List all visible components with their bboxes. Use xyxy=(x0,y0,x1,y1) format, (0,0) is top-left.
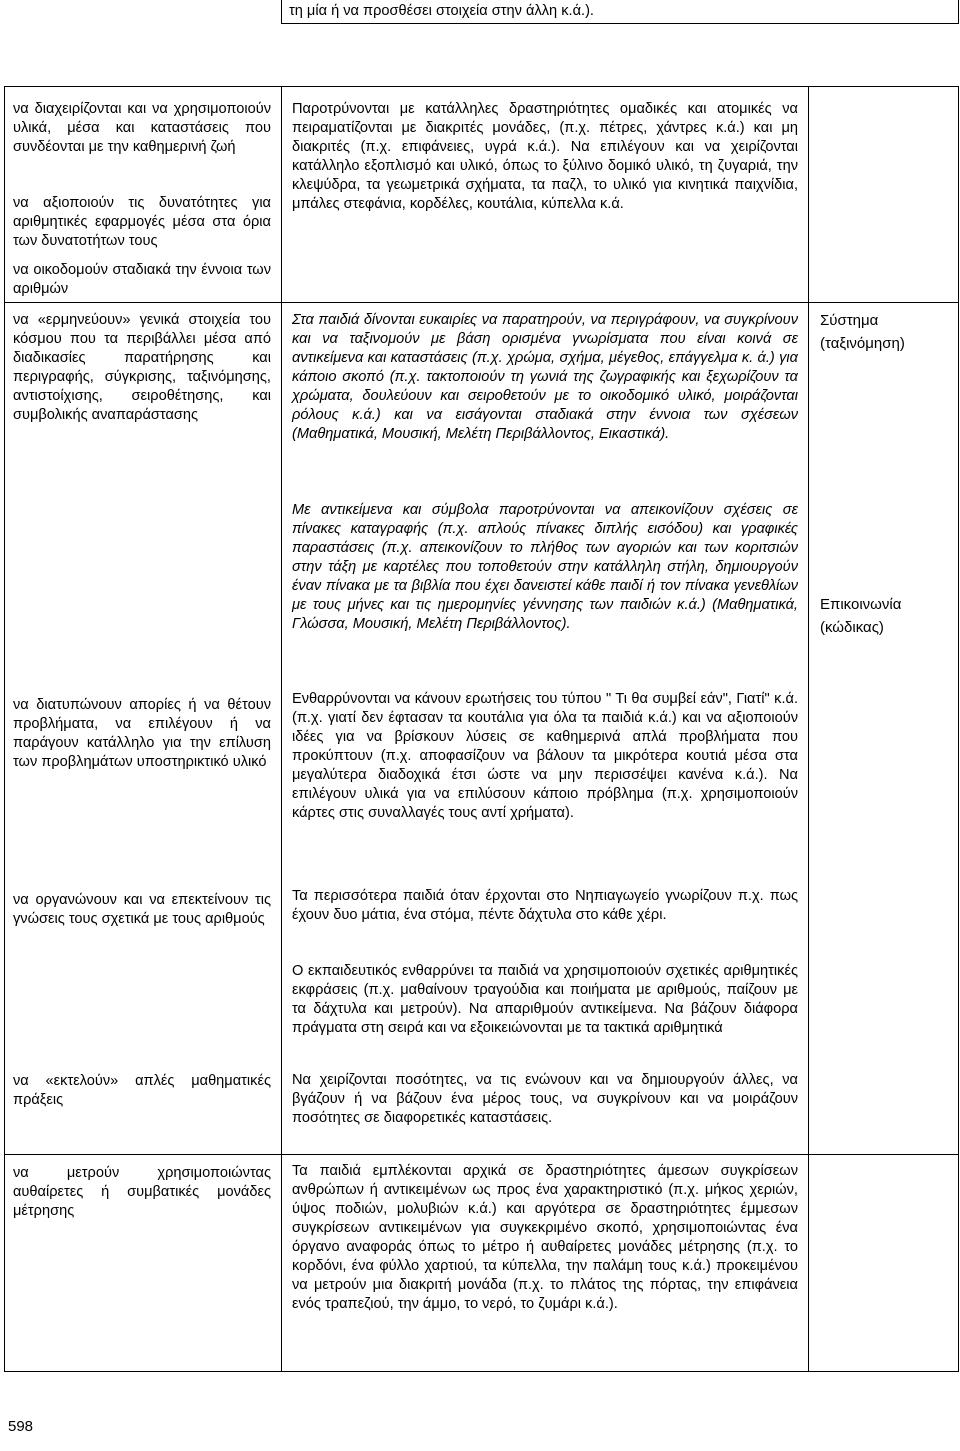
objective-2: να αξιοποιούν τις δυνατότητες για αριθμητικές εφαρμογές μέσα στα όρια των δυνατοτήτων τους xyxy=(13,195,271,249)
objective-8: να μετρούν χρησιμοποιώντας αυθαίρετες ή συμβατικές μονάδες μέτρησης xyxy=(13,1165,271,1219)
activity-6: Ο εκπαιδευτικός ενθαρρύνει τα παιδιά να χρησιμοποιούν σχετικές αριθμητικές εκφράσεις (π.χ. μαθαίνουν τραγούδια και ποιήματα με αριθμούς, παίζουν με τα δάχτυλα και μετρούν). Να απαριθμούν αντικείμενα. Να βάζουν διάφορα πράγματα στη σειρά και να εξοικειώνονται με τα τακτικά αριθμητικά xyxy=(292,963,798,1036)
objective-4: να «ερμηνεύουν» γενικά στοιχεία του κόσμου που τα περιβάλλει μέσα από διαδικασίες παρατήρησης και περιγραφής, σύγκρισης, ταξινόμησης, αντιστοίχισης, σειροθέτησης, και συμβολικής αναπαράστασης xyxy=(13,312,271,423)
activity-8: Τα παιδιά εμπλέκονται αρχικά σε δραστηριότητες άμεσων συγκρίσεων ανθρώπων ή αντικειμένων ως προς ένα χαρακτηριστικό (π.χ. μήκος χεριών, ύψος ποδιών, μολυβιών κ.ά.) και αργότερα σε δραστηριότητες έμμεσων συγκρίσεων αντικειμένων για συγκεκριμένο σκοπό, χρησιμοποιώντας ένα όργανο αναφοράς όπως το μέτρο ή αυθαίρετες μονάδες μέτρησης (π.χ. το κορδόνι, ένα φύλλο χαρτιού, τα κύπελλα, την παλάμη τους κ.ά.) προκειμένου να μετρούν μια διακριτή μονάδα (π.χ. το πλάτος της πόρτας, την επιφάνεια ενός τραπεζιού, την άμμο, το νερό, το ζυμάρι κ.ά.). xyxy=(292,1163,798,1312)
column-divider-1 xyxy=(281,86,282,1372)
row-divider-2 xyxy=(4,1154,959,1155)
activity-3: Με αντικείμενα και σύμβολα παροτρύνονται να απεικονίζουν σχέσεις σε πίνακες καταγραφής (π.χ. απλούς πίνακες διπλής εισόδου) και γραφικές παραστάσεις (π.χ. απεικονίζουν το πλήθος των αγοριών και των κοριτσιών στην τάξη με καρτέλες που τοποθετούν στην κατάλληλη στήλη, δημιουργούν έναν πίνακα με τα βιβλία που έχει δανειστεί κάθε παιδί ή τον πίνακα γενεθλίων με τους μήνες και τις ημερομηνίες γέννησης των παιδιών κ.ά.) (Μαθηματικά, Γλώσσα, Μουσική, Μελέτη Περιβάλλοντος). xyxy=(292,502,798,632)
concept-system: Σύστημα (ταξινόμηση) xyxy=(820,312,905,352)
objective-5: να διατυπώνουν απορίες ή να θέτουν προβλήματα, να επιλέγουν ή να παράγουν κατάλληλο για την επίλυση των προβλημάτων υποστηρικτικό υλικό xyxy=(13,697,271,770)
activity-5: Τα περισσότερα παιδιά όταν έρχονται στο Νηπιαγωγείο γνωρίζουν π.χ. πως έχουν δυο μάτια, ένα στόμα, πέντε δάχτυλα στο κάθε χέρι. xyxy=(292,888,798,923)
activity-7: Να χειρίζονται ποσότητες, να τις ενώνουν και να δημιουργούν άλλες, να βγάζουν ή να βάζουν ένα μέρος τους, να συγκρίνουν και να μοιράζουν ποσότητες σε διαφορετικές καταστάσεις. xyxy=(292,1072,798,1126)
activity-2: Στα παιδιά δίνονται ευκαιρίες να παρατηρούν, να περιγράφουν, να συγκρίνουν και να ταξινομούν με βάση ορισμένα γνωρίσματα που είναι κοινά σε αντικείμενα και καταστάσεις (π.χ. χρώμα, σχήμα, μέγεθος, επάγγελμα κ. ά.) για κάποιο σκοπό (π.χ. τακτοποιούν τη γωνιά της ζωγραφικής και ξεχωρίζουν τα χρώματα, δουλεύουν και σειροθετούν με το οικοδομικό υλικό, μοιράζονται ρόλους κ.ά.) και να εισάγονται σταδιακά στην έννοια των σχέσεων (Μαθηματικά, Μουσική, Μελέτη Περιβάλλοντος, Εικαστικά). xyxy=(292,312,798,442)
objective-3: να οικοδομούν σταδιακά την έννοια των αριθμών xyxy=(13,262,271,297)
activity-4: Ενθαρρύνονται να κάνουν ερωτήσεις του τύπου " Τι θα συμβεί εάν", Γιατί" κ.ά. (π.χ. γιατί δεν έφτασαν τα κουτάλια για όλα τα παιδιά κ.ά.) και να αξιοποιούν ιδέες για να βρίσκουν λύσεις σε καθημερινά απλά προβλήματα που προκύπτουν (π.χ. αποφασίζουν να βάλουν τα μικρότερα κουτιά μέσα στα μεγαλύτερα διαδοχικά έτσι ώστε να μην περισσέψει κανένα κ.ά.). Να επιλέγουν υλικά για να επιλύσουν κάποιο πρόβλημα (π.χ. χρησιμοποιούν κάρτες στις συναλλαγές τους αντί χρήματα). xyxy=(292,691,798,821)
column-divider-2 xyxy=(808,86,809,1372)
concept-communication: Επικοινωνία (κώδικας) xyxy=(820,596,902,636)
top-fragment-text: τη μία ή να προσθέσει στοιχεία στην άλλη κ.ά.). xyxy=(289,3,594,19)
row-divider-1 xyxy=(4,302,959,303)
page-number: 598 xyxy=(8,1418,34,1435)
objective-6: να οργανώνουν και να επεκτείνουν τις γνώσεις τους σχετικά με τους αριθμούς xyxy=(13,892,271,927)
objective-7: να «εκτελούν» απλές μαθηματικές πράξεις xyxy=(13,1073,271,1108)
objective-1: να διαχειρίζονται και να χρησιμοποιούν υλικά, μέσα και καταστάσεις που συνδέονται με την καθημερινή ζωή xyxy=(13,101,271,155)
activity-1: Παροτρύνονται με κατάλληλες δραστηριότητες ομαδικές και ατομικές να πειραματίζονται με διακριτές μονάδες, (π.χ. πέτρες, χάντρες κ.ά.) και μη διακριτές (π.χ. επιφάνειες, υγρά κ.ά.). Να επιλέγουν και να χειρίζονται κατάλληλο εξοπλισμό και υλικό, όπως το ξύλινο δομικό υλικό, τη ζυγαριά, την κλεψύδρα, τα γεωμετρικά σχήματα, τα παζλ, το υλικό για κινητικά παιχνίδια, μπάλες στεφάνια, κορδέλες, κουτάλια, κύπελλα κ.ά. xyxy=(292,101,798,212)
